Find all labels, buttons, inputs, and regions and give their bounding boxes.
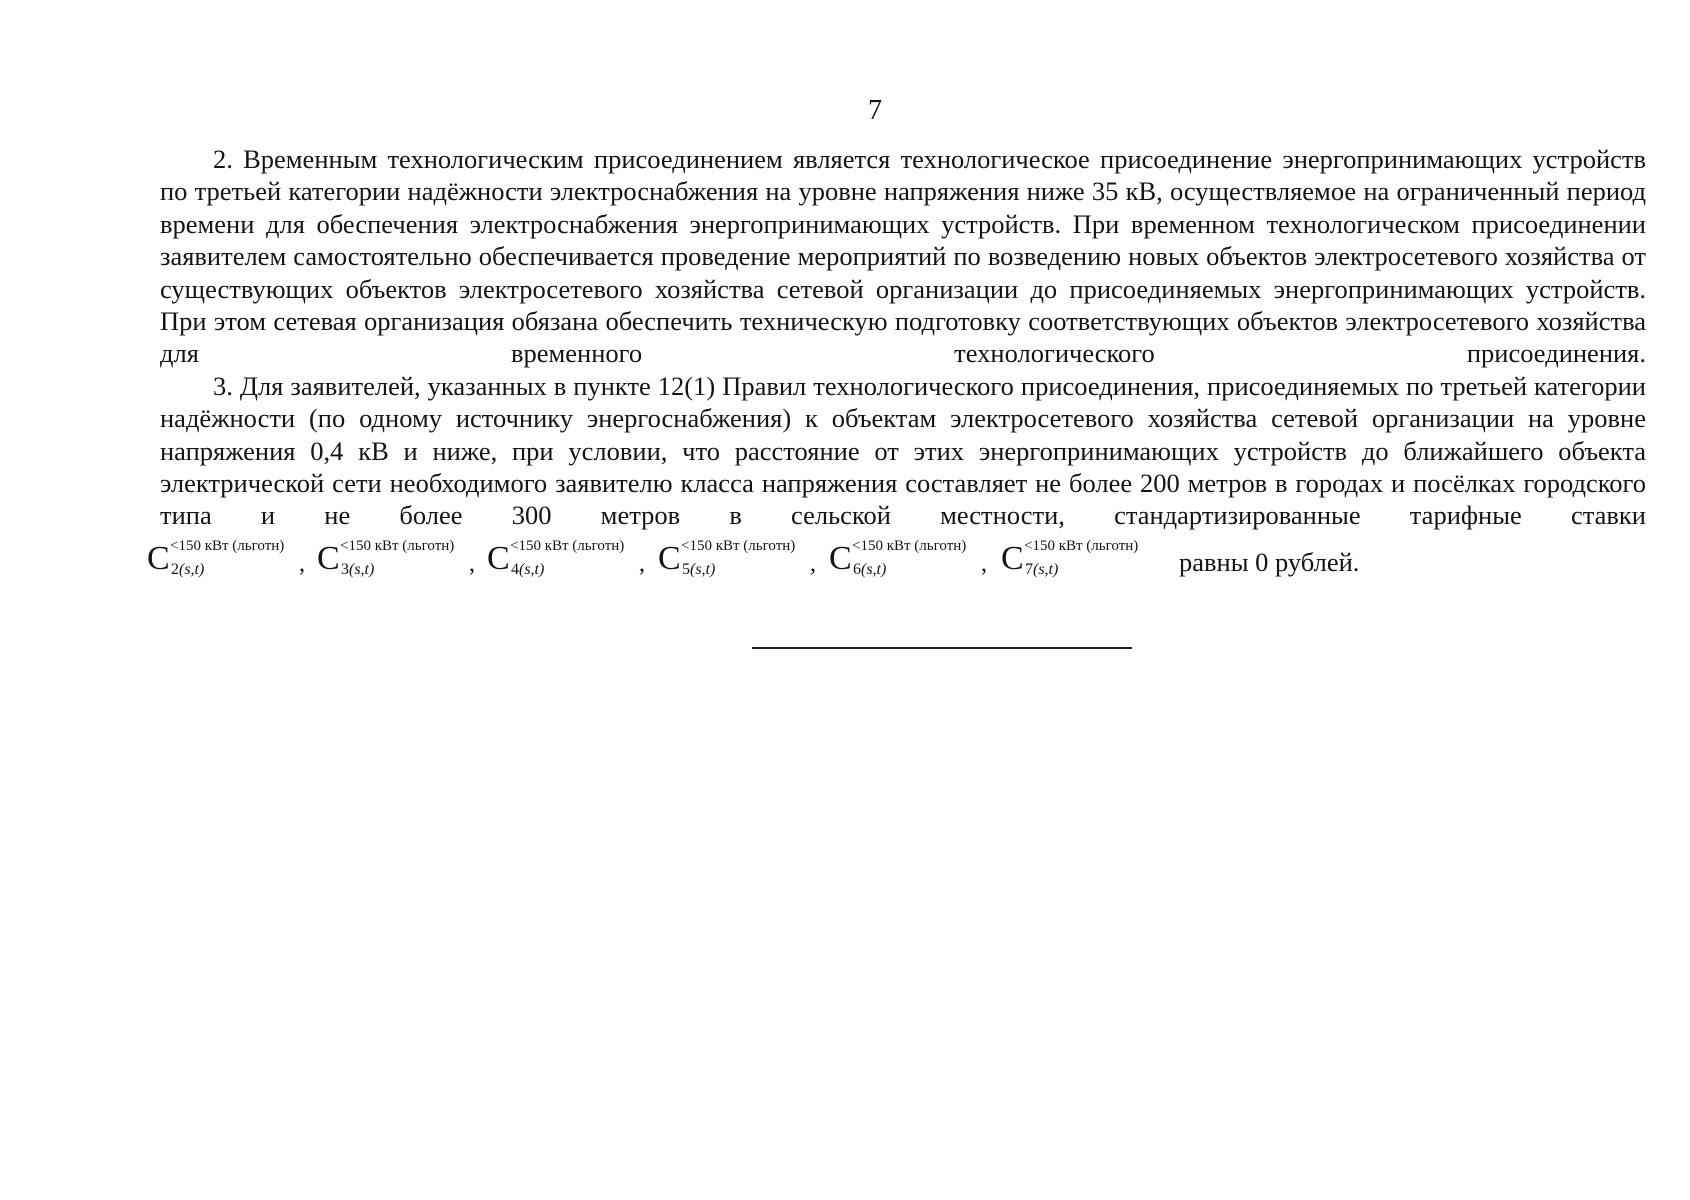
- rates-conclusion-text: равны 0 рублей.: [1179, 546, 1360, 577]
- tariff-rate-4: [487, 538, 657, 582]
- rate-superscript: <150 кВт (льготн): [681, 537, 796, 554]
- rate-superscript: <150 кВт (льготн): [170, 537, 285, 554]
- rate-symbol: C: [147, 539, 170, 577]
- document-body: [147, 143, 1646, 582]
- rate-separator: ,: [469, 550, 475, 577]
- rate-superscript: <150 кВт (льготн): [340, 537, 455, 554]
- rate-symbol: C: [487, 539, 510, 577]
- tariff-rate-6: [829, 538, 999, 582]
- rate-subscript: 3(s,t): [341, 560, 375, 578]
- paragraph-2: 2. Временным технологическим присоединением является технологическое присоединение энергопринимающих устройств по третьей категории надёжности электроснабжения на уровне напряжения ниже 35 кВ, осуществляемое на ограниченный период времени для обеспечения электроснабжения энергопринимающих устройств. При временном технологическом присоединении заявителем самостоятельно обеспечивается проведение мероприятий по возведению новых объектов электросетевого хозяйства от существующих объектов электросетевого хозяйства сетевой организации до присоединяемых энергопринимающих устройств. При этом сетевая организация обязана обеспечить техническую подготовку соответствующих объектов электросетевого хозяйства для временного технологического присоединения.: [160, 144, 1646, 369]
- rate-subscript: 5(s,t): [682, 560, 716, 578]
- rate-symbol: C: [317, 539, 340, 577]
- rate-separator: ,: [299, 550, 305, 577]
- tariff-rate-5: [658, 538, 828, 582]
- end-divider-line: [752, 647, 1132, 649]
- paragraph-3: 3. Для заявителей, указанных в пункте 12(1) Правил технологического присоединения, присоединяемых по третьей категории надёжности (по одному источнику энергоснабжения) к объектам электросетевого хозяйства сетевой организации на уровне напряжения 0,4 кВ и ниже, при условии, что расстояние от этих энергопринимающих устройств до ближайшего объекта электрической сети необходимого заявителю класса напряжения составляет не более 200 метров в городах и посёлках городского типа и не более 300 метров в сельской местности, стандартизированные тарифные ставки: [160, 370, 1646, 531]
- page-number: 7: [868, 95, 882, 126]
- rate-subscript: 6(s,t): [853, 560, 887, 578]
- rate-separator: ,: [639, 550, 645, 577]
- rate-superscript: <150 кВт (льготн): [510, 537, 625, 554]
- rate-superscript: <150 кВт (льготн): [1024, 537, 1139, 554]
- rate-subscript: 7(s,t): [1025, 560, 1059, 578]
- rate-subscript: 2(s,t): [171, 560, 205, 578]
- rate-separator: ,: [981, 550, 987, 577]
- rate-symbol: C: [829, 539, 852, 577]
- rate-symbol: C: [1001, 539, 1024, 577]
- rate-subscript: 4(s,t): [511, 560, 545, 578]
- tariff-rate-3: [317, 538, 487, 582]
- tariff-rates-line: [147, 537, 1646, 582]
- tariff-rate-7: [1001, 538, 1171, 582]
- rate-separator: ,: [810, 550, 816, 577]
- tariff-rate-2: [147, 538, 317, 582]
- rate-superscript: <150 кВт (льготн): [852, 537, 967, 554]
- rate-symbol: C: [658, 539, 681, 577]
